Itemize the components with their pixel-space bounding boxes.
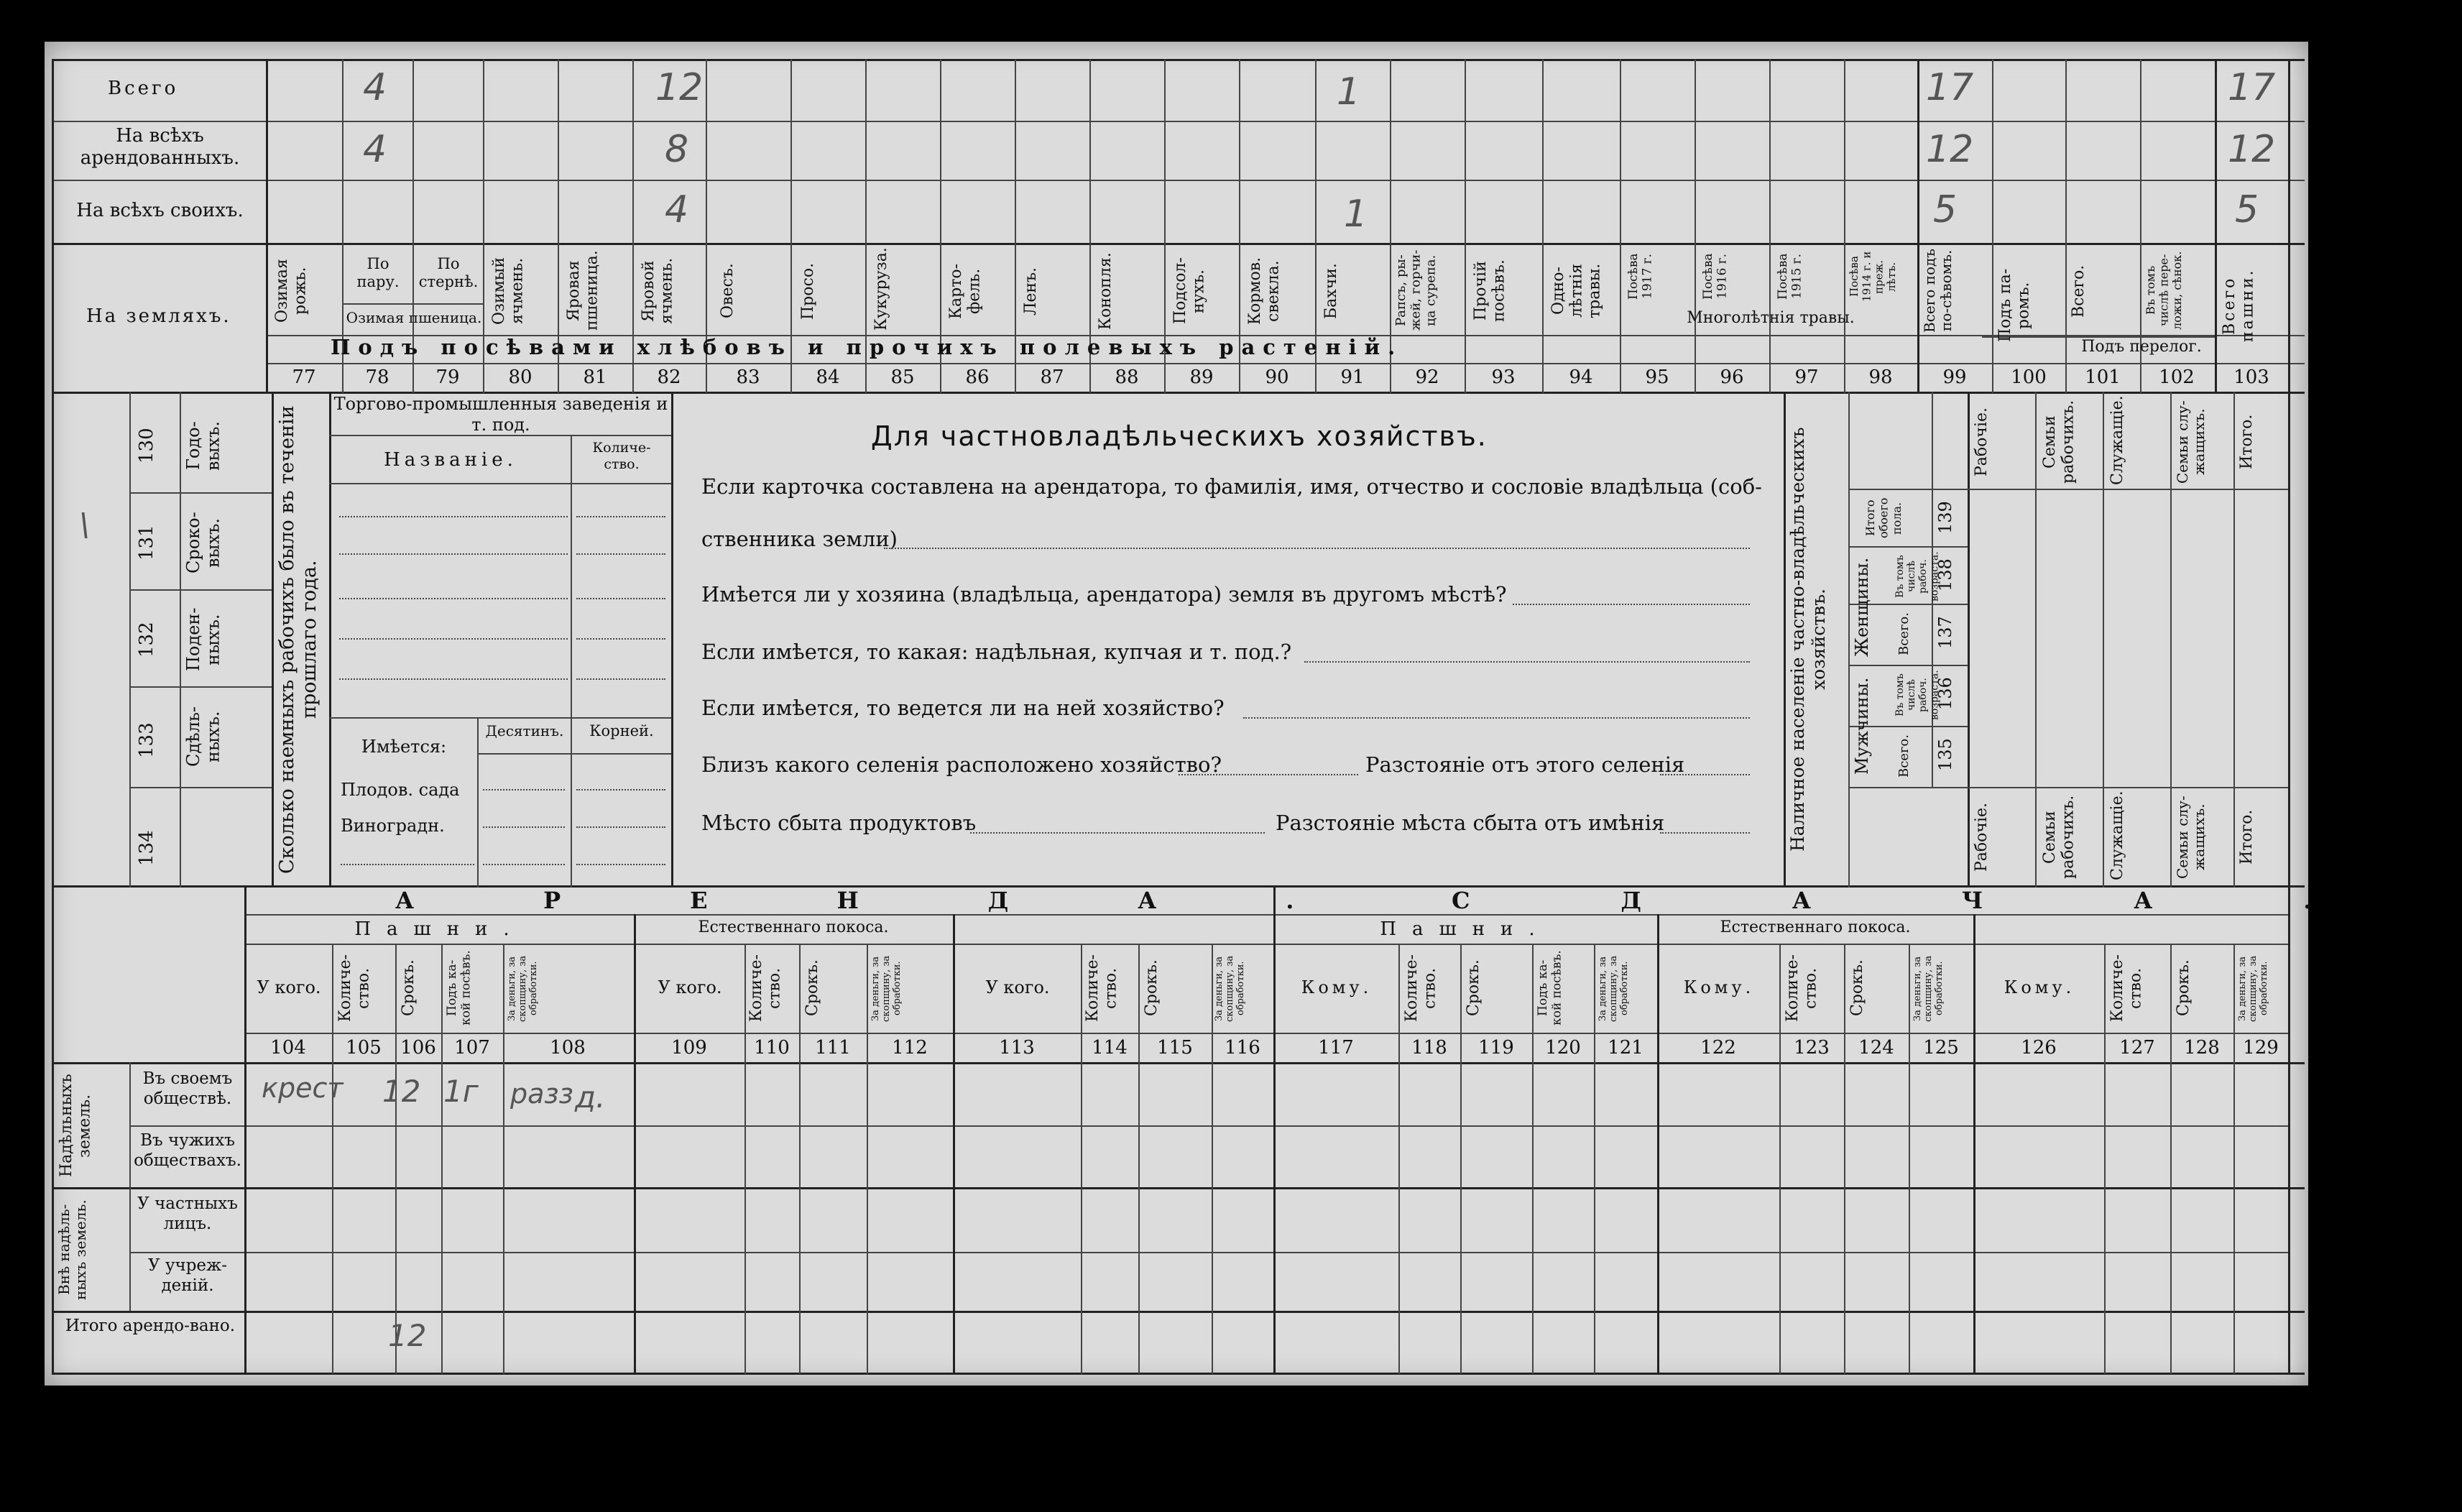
workers-num-133: 133 (136, 722, 157, 758)
trade-vineyard-label: Виноградн. (341, 816, 445, 836)
workers-label-sdelnykh: Сдѣль-ныхъ. (183, 706, 223, 767)
colnum-128: 128 (2184, 1037, 2220, 1059)
arenda-h-u-kogo-3: У кого. (985, 977, 1050, 997)
crop-col-77: Озимая рожь. (273, 259, 310, 323)
arenda-h-za-dengi-1: За деньги, за скопщину, за обработки. (507, 955, 539, 1022)
popnum-135: 135 (1935, 738, 1955, 771)
workers-num-130: 130 (136, 428, 157, 464)
wheat-group-label: Озимая пшеница. (346, 309, 482, 326)
val-total-103: 17 (2228, 66, 2276, 109)
val-own-103: 5 (2235, 188, 2259, 231)
colnum-129: 129 (2243, 1037, 2279, 1059)
crop-col-94: Одно-лѣтнія травы. (1549, 263, 1604, 319)
pop-col-total-top: Итого. (2238, 414, 2256, 470)
arenda-h-srok-1: Срокъ. (400, 959, 418, 1017)
sdacha-h-kolvo-3: Количе-ство. (2108, 954, 2145, 1022)
workers-label-podennykh: Поден-ныхъ. (183, 607, 223, 672)
private-q6b: Разстояніе мѣста сбыта отъ имѣнія (1276, 811, 1665, 835)
sdacha-h-za-dengi-1: За деньги, за скопщину, за обработки. (1597, 955, 1630, 1022)
private-q6: Мѣсто сбыта продуктовъ (701, 811, 977, 835)
hw-payment: д. (575, 1079, 606, 1115)
crop-col-81: Яровая пшеница. (565, 250, 601, 331)
fallow-group-label: Подъ перелог. (2081, 338, 2202, 356)
colnum-106: 106 (400, 1037, 436, 1059)
val-total-82: 12 (655, 66, 704, 109)
arenda-h-za-dengi-2: За деньги, за скопщину, за обработки. (870, 955, 903, 1022)
colnum-111: 111 (815, 1037, 851, 1059)
row-label-total: Всего (108, 78, 179, 99)
hw-total-quantity: 12 (388, 1318, 427, 1353)
sdacha-pokos: Естественнаго покоса. (1720, 918, 1911, 936)
hw-term: 1г (443, 1074, 479, 1109)
colnum-91: 91 (1340, 367, 1365, 388)
val-own-91: 1 (1344, 193, 1368, 236)
crop-col-82: Яровой ячмень. (640, 257, 676, 325)
colnum-117: 117 (1318, 1037, 1354, 1059)
sdacha-h-kolvo-2: Количе-ство. (1784, 954, 1820, 1022)
val-rented-99: 12 (1926, 128, 1974, 171)
sdacha-h-za-dengi-2: За деньги, за скопщину, за обработки. (1912, 955, 1945, 1022)
hw-lessor: крест (262, 1072, 344, 1104)
colnum-123: 123 (1794, 1037, 1830, 1059)
val-rented-82: 8 (665, 128, 689, 171)
colnum-94: 94 (1569, 367, 1593, 388)
crop-col-78: По пару. (356, 255, 400, 291)
colnum-115: 115 (1157, 1037, 1193, 1059)
row-total-leased: Итого арендо-вано. (65, 1317, 236, 1335)
colnum-104: 104 (270, 1037, 306, 1059)
colnum-113: 113 (999, 1037, 1035, 1059)
row-institutions: У учреж-деній. (148, 1256, 227, 1295)
nadel-group-label: Надѣльныхъ земель. (57, 1074, 94, 1178)
colnum-89: 89 (1189, 367, 1214, 388)
arenda-h-kolvo-2: Количе-ство. (747, 954, 784, 1022)
colnum-96: 96 (1720, 367, 1744, 388)
pop-col-servants-bottom: Служащіе. (2108, 790, 2126, 880)
pop-col-families-top: Семьи рабочихъ. (2041, 400, 2078, 484)
crop-col-95: Посѣва 1917 г. (1626, 253, 1655, 300)
colnum-101: 101 (2085, 367, 2121, 388)
colnum-98: 98 (1868, 367, 1893, 388)
pop-col-families-bottom: Семьи рабочихъ. (2041, 795, 2078, 880)
vne-nadel-group-label: Внѣ надѣль-ныхъ земель. (55, 1199, 89, 1300)
crop-col-79: По стернѣ. (418, 255, 479, 291)
crop-col-91: Бахчи. (1322, 263, 1340, 319)
colnum-81: 81 (583, 367, 607, 388)
colnum-77: 77 (292, 367, 316, 388)
pop-col-workers-top: Рабочіе. (1973, 407, 1991, 477)
private-q2: Имѣется ли у хозяина (владѣльца, арендатора) земля въ другомъ мѣстѣ? (701, 582, 1507, 607)
arenda-pokos: Естественнаго покоса. (698, 918, 889, 936)
row-label-own: На всѣхъ своихъ. (76, 200, 244, 221)
popnum-137: 137 (1935, 616, 1955, 649)
sdacha-h-komu-3: Кому. (2004, 977, 2075, 997)
colnum-100: 100 (2011, 367, 2047, 388)
private-q1b: ственника земли) (701, 527, 898, 551)
crop-col-88: Конопля. (1097, 252, 1115, 330)
val-rented-103: 12 (2228, 128, 2276, 171)
colnum-112: 112 (892, 1037, 928, 1059)
hw-crop: разз (510, 1078, 573, 1110)
workers-num-132: 132 (136, 622, 157, 658)
colnum-124: 124 (1858, 1037, 1894, 1059)
pop-col-servant-families-bottom: Семьи слу-жащихъ. (2174, 796, 2208, 879)
private-q5b: Разстояніе отъ этого селенія (1365, 752, 1685, 777)
sdacha-pashni: Пашни. (1380, 918, 1551, 940)
sdacha-h-pod-kakoy: Подъ ка-кой посѣвъ. (1536, 950, 1564, 1026)
colnum-79: 79 (435, 367, 460, 388)
colnum-114: 114 (1092, 1037, 1128, 1059)
sown-banner: Подъ посѣвами хлѣбовъ и прочихъ полевыхъ растеній. (331, 335, 1403, 359)
popnum-136: 136 (1935, 677, 1955, 710)
arenda-h-pod-kakoy: Подъ ка-кой посѣвъ. (445, 950, 474, 1026)
workers-handwritten-mark: \ (79, 507, 90, 543)
colnum-99: 99 (1942, 367, 1967, 388)
crop-col-96: Посѣва 1916 г. (1701, 253, 1730, 300)
arenda-h-u-kogo-2: У кого. (658, 977, 722, 997)
pop-col-servant-families-top: Семьи слу-жащихъ. (2174, 400, 2208, 484)
colnum-116: 116 (1225, 1037, 1260, 1059)
workers-header: Сколько наемныхъ рабочихъ было въ теченіи прошлаго года. (276, 405, 321, 874)
val-rented-78: 4 (363, 128, 387, 171)
sdacha-h-za-dengi-3: За деньги, за скопщину, за обработки. (2237, 955, 2269, 1022)
colnum-119: 119 (1478, 1037, 1514, 1059)
private-title: Для частновладѣльческихъ хозяйствъ. (871, 420, 1488, 452)
arenda-h-srok-2: Срокъ. (803, 959, 821, 1017)
colnum-92: 92 (1415, 367, 1439, 388)
val-total-99: 17 (1926, 66, 1974, 109)
workers-label-godovykh: Годо-выхъ. (183, 420, 223, 471)
population-women-total: Всего. (1896, 612, 1912, 656)
population-header: Наличное населеніе частно-владѣльческихъ хозяйствъ. (1787, 427, 1829, 852)
crop-col-83: Овесъ. (719, 263, 737, 319)
arenda-title: АРЕНДА. (395, 887, 1424, 914)
trade-has-label: Имѣется: (361, 737, 447, 757)
private-q4: Если имѣется, то ведется ли на ней хозяйство? (701, 696, 1225, 720)
colnum-93: 93 (1491, 367, 1516, 388)
sdacha-h-srok-1: Срокъ. (1465, 959, 1483, 1017)
crop-col-101: Всего. (2070, 264, 2088, 318)
colnum-82: 82 (657, 367, 681, 388)
colnum-122: 122 (1700, 1037, 1736, 1059)
row-private-persons: У частныхъ лицъ. (137, 1194, 238, 1233)
colnum-95: 95 (1645, 367, 1669, 388)
arenda-pashni: Пашни. (354, 918, 525, 940)
val-own-99: 5 (1933, 188, 1958, 231)
pop-col-total-bottom: Итого. (2238, 809, 2256, 865)
crop-col-90: Кормов. свекла. (1246, 257, 1283, 326)
val-total-91: 1 (1337, 70, 1361, 114)
private-q3: Если имѣется, то какая: надѣльная, купчая и т. под.? (701, 640, 1292, 664)
colnum-108: 108 (550, 1037, 586, 1059)
arenda-h-srok-3: Срокъ. (1143, 959, 1161, 1017)
colnum-103: 103 (2233, 367, 2269, 388)
pop-col-workers-bottom: Рабочіе. (1973, 803, 1991, 872)
hw-quantity: 12 (382, 1074, 421, 1109)
sdacha-h-kolvo-1: Количе-ство. (1403, 954, 1439, 1022)
row-other-societies: Въ чужихъ обществахъ. (134, 1131, 241, 1170)
land-label: На земляхъ. (86, 305, 231, 327)
crop-col-84: Просо. (799, 262, 817, 320)
colnum-88: 88 (1115, 367, 1139, 388)
trade-orchard-label: Плодов. сада (341, 780, 460, 800)
colnum-84: 84 (816, 367, 840, 388)
crop-col-86: Карто-фель. (947, 263, 984, 319)
val-total-78: 4 (363, 66, 387, 109)
arenda-h-za-dengi-3: За деньги, за скопщину, за обработки. (1214, 955, 1246, 1022)
workers-num-131: 131 (136, 525, 157, 561)
crop-col-89: Подсол-нухъ. (1171, 257, 1208, 325)
colnum-125: 125 (1923, 1037, 1959, 1059)
workers-num-134: 134 (136, 830, 157, 866)
trade-name-header: Названіе. (384, 449, 517, 471)
private-q1a: Если карточка составлена на арендатора, то фамилія, имя, отчество и сословіе владѣльца (соб- (701, 474, 1762, 499)
sdacha-h-komu-1: Кому. (1301, 977, 1373, 997)
colnum-102: 102 (2159, 367, 2195, 388)
trade-title: Торгово-промышленныя заведенія и т. под. (333, 394, 668, 435)
population-men-working: Въ томъ числѣ рабоч. возраста. (1894, 670, 1941, 721)
crop-col-102: Въ томъ числѣ пере-ложи, сѣнок. (2144, 251, 2184, 330)
colnum-90: 90 (1265, 367, 1289, 388)
colnum-110: 110 (754, 1037, 790, 1059)
crop-col-100: Подъ па-ромъ. (1996, 268, 2033, 343)
trade-dess-header: Десятинъ. (485, 722, 564, 739)
crop-col-103: Всего пашни. (2221, 268, 2257, 343)
colnum-86: 86 (965, 367, 990, 388)
colnum-118: 118 (1411, 1037, 1447, 1059)
val-own-82: 4 (665, 188, 689, 231)
crop-col-97: Посѣва 1915 г. (1776, 253, 1804, 300)
arenda-h-u-kogo-1: У кого. (257, 977, 321, 997)
crop-col-98: Посѣва 1914 г. и преж. лѣтъ. (1848, 251, 1898, 303)
popnum-138: 138 (1935, 558, 1955, 591)
population-both-total: Итого обоего пола. (1863, 497, 1904, 539)
colnum-97: 97 (1794, 367, 1819, 388)
colnum-126: 126 (2021, 1037, 2057, 1059)
workers-label-srokovykh: Сроко-выхъ. (183, 512, 223, 573)
crop-col-80: Озимый ячмень. (490, 257, 527, 325)
colnum-109: 109 (671, 1037, 707, 1059)
colnum-105: 105 (346, 1037, 382, 1059)
row-own-society: Въ своемъ обществѣ. (142, 1069, 233, 1108)
crop-col-92: Рапсъ, ры-жей, горчи-ца сурепа. (1393, 249, 1439, 331)
trade-qty-header: Количе-ство. (592, 440, 651, 472)
arenda-h-kolvo-3: Количе-ство. (1084, 954, 1120, 1022)
colnum-127: 127 (2119, 1037, 2155, 1059)
crop-col-85: Кукуруза. (872, 247, 890, 331)
sdacha-h-srok-3: Срокъ. (2175, 959, 2193, 1017)
sdacha-h-komu-2: Кому. (1683, 977, 1755, 997)
population-women: Женщины. (1852, 557, 1872, 658)
colnum-107: 107 (454, 1037, 490, 1059)
crop-col-99: Всего подъ по-сѣвомъ. (1921, 248, 1955, 333)
colnum-78: 78 (365, 367, 389, 388)
colnum-85: 85 (890, 367, 915, 388)
colnum-120: 120 (1545, 1037, 1581, 1059)
population-men: Мужчины. (1852, 677, 1872, 775)
population-women-working: Въ томъ числѣ рабоч. возраста. (1894, 551, 1941, 602)
arenda-h-kolvo-1: Количе-ство. (336, 954, 373, 1022)
crop-col-87: Ленъ. (1022, 267, 1040, 315)
population-men-total: Всего. (1896, 734, 1912, 778)
sdacha-h-srok-2: Срокъ. (1848, 959, 1866, 1017)
crop-col-93: Прочій посѣвъ. (1472, 259, 1508, 323)
trade-roots-header: Корней. (589, 722, 654, 739)
popnum-139: 139 (1935, 501, 1955, 534)
perennial-group-label: Многолѣтнія травы. (1687, 309, 1855, 327)
colnum-121: 121 (1608, 1037, 1643, 1059)
colnum-80: 80 (508, 367, 532, 388)
pop-col-servants-top: Служащіе. (2108, 395, 2126, 485)
private-q5: Близъ какого селенія расположено хозяйство? (701, 752, 1222, 777)
row-label-rented: На всѣхъ арендованныхъ. (80, 125, 240, 170)
colnum-83: 83 (736, 367, 760, 388)
sdacha-title: СДАЧА. (1452, 887, 2462, 914)
colnum-87: 87 (1040, 367, 1064, 388)
